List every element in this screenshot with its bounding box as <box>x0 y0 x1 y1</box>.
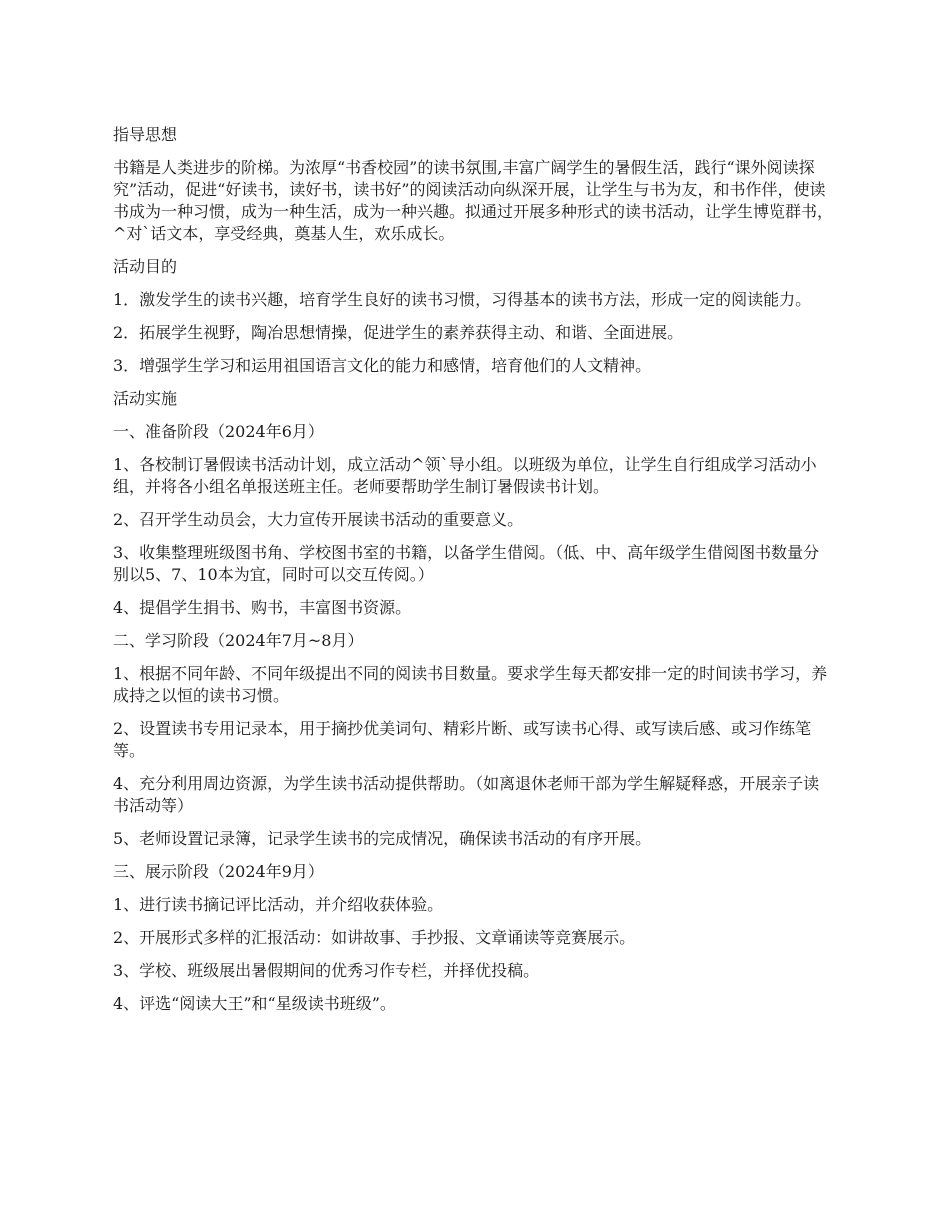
showcase-item-2: 2、开展形式多样的汇报活动：如讲故事、手抄报、文章诵读等竞赛展示。 <box>113 928 636 947</box>
heading-activity-purpose: 活动目的 <box>113 257 178 276</box>
stage-heading-showcase: 三、展示阶段（2024年9月） <box>113 862 324 881</box>
preparation-item-1: 1、各校制订暑假读书活动计划，成立活动^领`导小组。以班级为单位，让学生自行组成学习活动小组，并将各小组名单报送班主任。老师要帮助学生制订暑假读书计划。 <box>113 455 817 496</box>
learning-item-5: 5、老师设置记录簿，记录学生读书的完成情况，确保读书活动的有序开展。 <box>113 829 652 848</box>
stage-heading-learning: 二、学习阶段（2024年7月~8月） <box>113 631 364 650</box>
learning-item-4: 4、充分利用周边资源，为学生读书活动提供帮助。（如离退休老师干部为学生解疑释惑，开展亲子读书活动等） <box>113 774 820 815</box>
purpose-item-1: 1．激发学生的读书兴趣，培育学生良好的读书习惯，习得基本的读书方法，形成一定的阅读能力。 <box>113 290 812 309</box>
showcase-item-4: 4、评选“阅读大王”和“星级读书班级”。 <box>113 994 396 1013</box>
showcase-item-1: 1、进行读书摘记评比活动，并介绍收获体验。 <box>113 895 444 914</box>
purpose-item-2: 2．拓展学生视野，陶冶思想情操，促进学生的素养获得主动、和谐、全面进展。 <box>113 323 684 342</box>
stage-heading-preparation: 一、准备阶段（2024年6月） <box>113 422 324 441</box>
learning-item-2: 2、设置读书专用记录本，用于摘抄优美词句、精彩片断、或写读书心得、或写读后感、或习作练笔等。 <box>113 719 812 760</box>
preparation-item-3: 3、收集整理班级图书角、学校图书室的书籍，以备学生借阅。（低、中、高年级学生借阅图书数量分别以5、7、10本为宜，同时可以交互传阅。） <box>113 543 820 584</box>
learning-item-1: 1、根据不同年龄、不同年级提出不同的阅读书目数量。要求学生每天都安排一定的时间读书学习，养成持之以恒的读书习惯。 <box>113 664 828 705</box>
preparation-item-4: 4、提倡学生捐书、购书，丰富图书资源。 <box>113 598 412 617</box>
document-body <box>113 124 833 1026</box>
paragraph-intro: 书籍是人类进步的阶梯。为浓厚“书香校园”的读书氛围,丰富广阔学生的暑假生活，践行“课外阅读探究”活动，促进“好读书，读好书，读书好”的阅读活动向纵深开展，让学生与书为友，和书作伴，使读书成为一种习惯，成为一种生活，成为一种兴趣。拟通过开展多种形式的读书活动，让学生博览群书，^对`话文本，享受经典，奠基人生，欢乐成长。 <box>113 158 834 243</box>
heading-activity-implementation: 活动实施 <box>113 389 178 408</box>
showcase-item-3: 3、学校、班级展出暑假期间的优秀习作专栏，并择优投稿。 <box>113 961 540 980</box>
heading-guiding-thought: 指导思想 <box>113 125 178 144</box>
purpose-item-3: 3．增强学生学习和运用祖国语言文化的能力和感情，培育他们的人文精神。 <box>113 356 652 375</box>
preparation-item-2: 2、召开学生动员会，大力宣传开展读书活动的重要意义。 <box>113 510 524 529</box>
